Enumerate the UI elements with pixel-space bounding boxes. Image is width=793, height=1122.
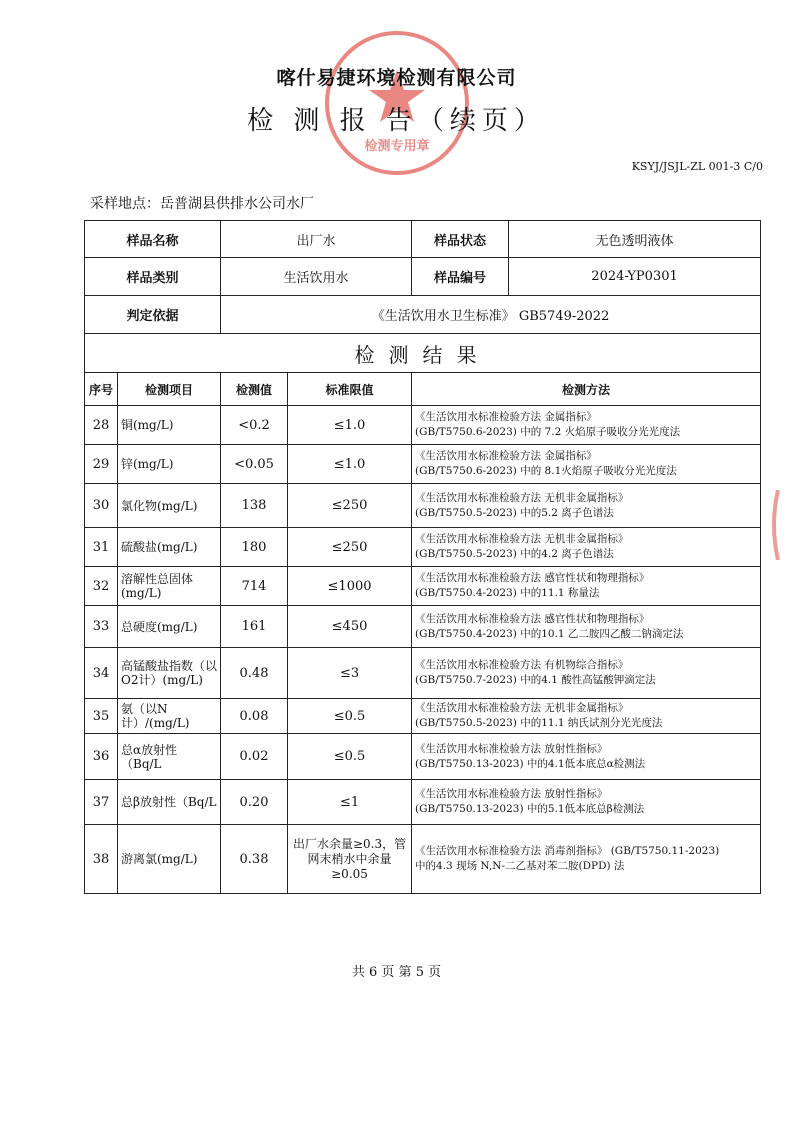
report-title: 检 测 报 告（续页）	[247, 106, 546, 136]
row-value: <0.05	[221, 445, 288, 484]
sample-category-label: 样品类别	[85, 258, 221, 296]
row-item: 总α放射性（Bq/L	[118, 734, 221, 780]
row-no: 32	[85, 567, 118, 606]
table-row	[85, 780, 761, 825]
method-line: (GB/T5750.13-2023) 中的5.1低本底总β检测法	[415, 803, 645, 815]
row-method	[412, 445, 761, 484]
method-line: 《生活饮用水标准检验方法 金属指标》	[415, 411, 597, 423]
row-no: 28	[85, 406, 118, 445]
col-method: 检测方法	[412, 373, 761, 406]
row-no: 30	[85, 484, 118, 528]
method-line: 中的4.3 现场 N,N-二乙基对苯二胺(DPD) 法	[415, 860, 625, 872]
info-row-name	[85, 221, 761, 258]
sample-category-value: 生活饮用水	[221, 258, 412, 296]
method-line: (GB/T5750.4-2023) 中的10.1 乙二胺四乙酸二钠滴定法	[415, 627, 684, 640]
method-line: (GB/T5750.5-2023) 中的11.1 纳氏试剂分光光度法	[415, 717, 663, 729]
row-value: 714	[221, 567, 288, 606]
method-line: 《生活饮用水标准检验方法 放射性指标》	[415, 788, 608, 800]
col-value: 检测值	[221, 373, 288, 406]
row-item: 铜(mg/L)	[118, 406, 221, 445]
row-limit: ≤250	[288, 528, 412, 567]
result-rows	[85, 406, 761, 894]
row-limit: ≤1	[288, 780, 412, 825]
sample-state-label: 样品状态	[412, 221, 509, 258]
method-line: 《生活饮用水标准检验方法 无机非金属指标》	[415, 702, 629, 714]
row-item: 硫酸盐(mg/L)	[118, 528, 221, 567]
row-item: 游离氯(mg/L)	[118, 825, 221, 894]
row-method	[412, 567, 761, 606]
row-limit: ≤0.5	[288, 699, 412, 734]
method-line: 《生活饮用水标准检验方法 无机非金属指标》	[415, 533, 629, 545]
info-row-category	[85, 258, 761, 296]
sample-name-label: 样品名称	[85, 221, 221, 258]
row-no: 29	[85, 445, 118, 484]
sample-number-label: 样品编号	[412, 258, 509, 296]
row-limit: ≤0.5	[288, 734, 412, 780]
method-line: (GB/T5750.13-2023) 中的4.1低本底总α检测法	[415, 757, 646, 770]
row-no: 38	[85, 825, 118, 894]
row-method	[412, 606, 761, 648]
row-item: 总硬度(mg/L)	[118, 606, 221, 648]
table-row	[85, 484, 761, 528]
row-method	[412, 484, 761, 528]
row-limit: 出厂水余量≥0.3，管网末梢水中余量≥0.05	[288, 825, 412, 894]
row-no: 34	[85, 648, 118, 699]
page-footer: 共 6 页 第 5 页	[351, 965, 442, 980]
row-method	[412, 699, 761, 734]
row-limit: ≤1000	[288, 567, 412, 606]
row-limit: ≤250	[288, 484, 412, 528]
column-header-row	[85, 373, 761, 406]
info-row-basis	[85, 296, 761, 334]
col-limit: 标准限值	[288, 373, 412, 406]
table-row	[85, 528, 761, 567]
method-line: (GB/T5750.6-2023) 中的 7.2 火焰原子吸收分光光度法	[415, 426, 681, 438]
row-value: 0.08	[221, 699, 288, 734]
row-value: 0.48	[221, 648, 288, 699]
perforation-seal-mark	[768, 490, 782, 560]
method-line: 《生活饮用水标准检验方法 感官性状和物理指标》	[415, 612, 650, 625]
results-heading-row	[85, 334, 761, 373]
row-limit: ≤1.0	[288, 406, 412, 445]
row-method	[412, 825, 761, 894]
method-line: (GB/T5750.5-2023) 中的4.2 离子色谱法	[415, 548, 614, 560]
row-item: 总β放射性（Bq/L	[118, 780, 221, 825]
method-line: 《生活饮用水标准检验方法 无机非金属指标》	[415, 491, 629, 504]
method-line: 《生活饮用水标准检验方法 感官性状和物理指标》	[415, 572, 650, 584]
document-code: KSYJ/JSJL-ZL 001-3 C/0	[631, 160, 763, 173]
row-method	[412, 648, 761, 699]
row-value: <0.2	[221, 406, 288, 445]
row-item: 溶解性总固体(mg/L)	[118, 567, 221, 606]
basis-value: 《生活饮用水卫生标准》 GB5749-2022	[221, 296, 761, 334]
table-row	[85, 825, 761, 894]
row-method	[412, 780, 761, 825]
method-line: 《生活饮用水标准检验方法 金属指标》	[415, 450, 597, 462]
table-row	[85, 648, 761, 699]
sample-state-value: 无色透明液体	[509, 221, 761, 258]
row-no: 31	[85, 528, 118, 567]
table-row	[85, 406, 761, 445]
row-value: 0.02	[221, 734, 288, 780]
row-no: 36	[85, 734, 118, 780]
results-heading: 检测结果	[85, 334, 761, 373]
method-line: (GB/T5750.7-2023) 中的4.1 酸性高锰酸钾滴定法	[415, 674, 656, 686]
row-value: 0.38	[221, 825, 288, 894]
basis-label: 判定依据	[85, 296, 221, 334]
method-line: (GB/T5750.6-2023) 中的 8.1火焰原子吸收分光光度法	[415, 465, 677, 477]
company-name: 喀什易捷环境检测有限公司	[276, 67, 517, 89]
col-item: 检测项目	[118, 373, 221, 406]
report-table	[84, 220, 761, 894]
row-value: 161	[221, 606, 288, 648]
col-no: 序号	[85, 373, 118, 406]
method-line: 《生活饮用水标准检验方法 消毒剂指标》 (GB/T5750.11-2023)	[415, 845, 720, 857]
table-row	[85, 734, 761, 780]
sample-name-value: 出厂水	[221, 221, 412, 258]
sample-number-value: 2024-YP0301	[509, 258, 761, 296]
table-row	[85, 606, 761, 648]
row-limit: ≤3	[288, 648, 412, 699]
row-item: 锌(mg/L)	[118, 445, 221, 484]
method-line: 《生活饮用水标准检验方法 有机物综合指标》	[415, 659, 629, 671]
row-limit: ≤1.0	[288, 445, 412, 484]
svg-text:检测专用章: 检测专用章	[364, 139, 430, 154]
table-row	[85, 699, 761, 734]
row-value: 138	[221, 484, 288, 528]
row-item: 氯化物(mg/L)	[118, 484, 221, 528]
row-method	[412, 406, 761, 445]
method-line: (GB/T5750.4-2023) 中的11.1 称量法	[415, 587, 600, 599]
row-value: 0.20	[221, 780, 288, 825]
row-limit: ≤450	[288, 606, 412, 648]
row-no: 35	[85, 699, 118, 734]
row-item: 氨（以N计）/(mg/L)	[118, 699, 221, 734]
method-line: (GB/T5750.5-2023) 中的5.2 离子色谱法	[415, 506, 614, 519]
row-method	[412, 734, 761, 780]
row-method	[412, 528, 761, 567]
sampling-location: 采样地点：岳普湖县供排水公司水厂	[90, 196, 314, 212]
table-row	[85, 567, 761, 606]
table-row	[85, 445, 761, 484]
row-no: 37	[85, 780, 118, 825]
row-no: 33	[85, 606, 118, 648]
method-line: 《生活饮用水标准检验方法 放射性指标》	[415, 742, 608, 755]
row-value: 180	[221, 528, 288, 567]
row-item: 高锰酸盐指数（以O2计）(mg/L)	[118, 648, 221, 699]
